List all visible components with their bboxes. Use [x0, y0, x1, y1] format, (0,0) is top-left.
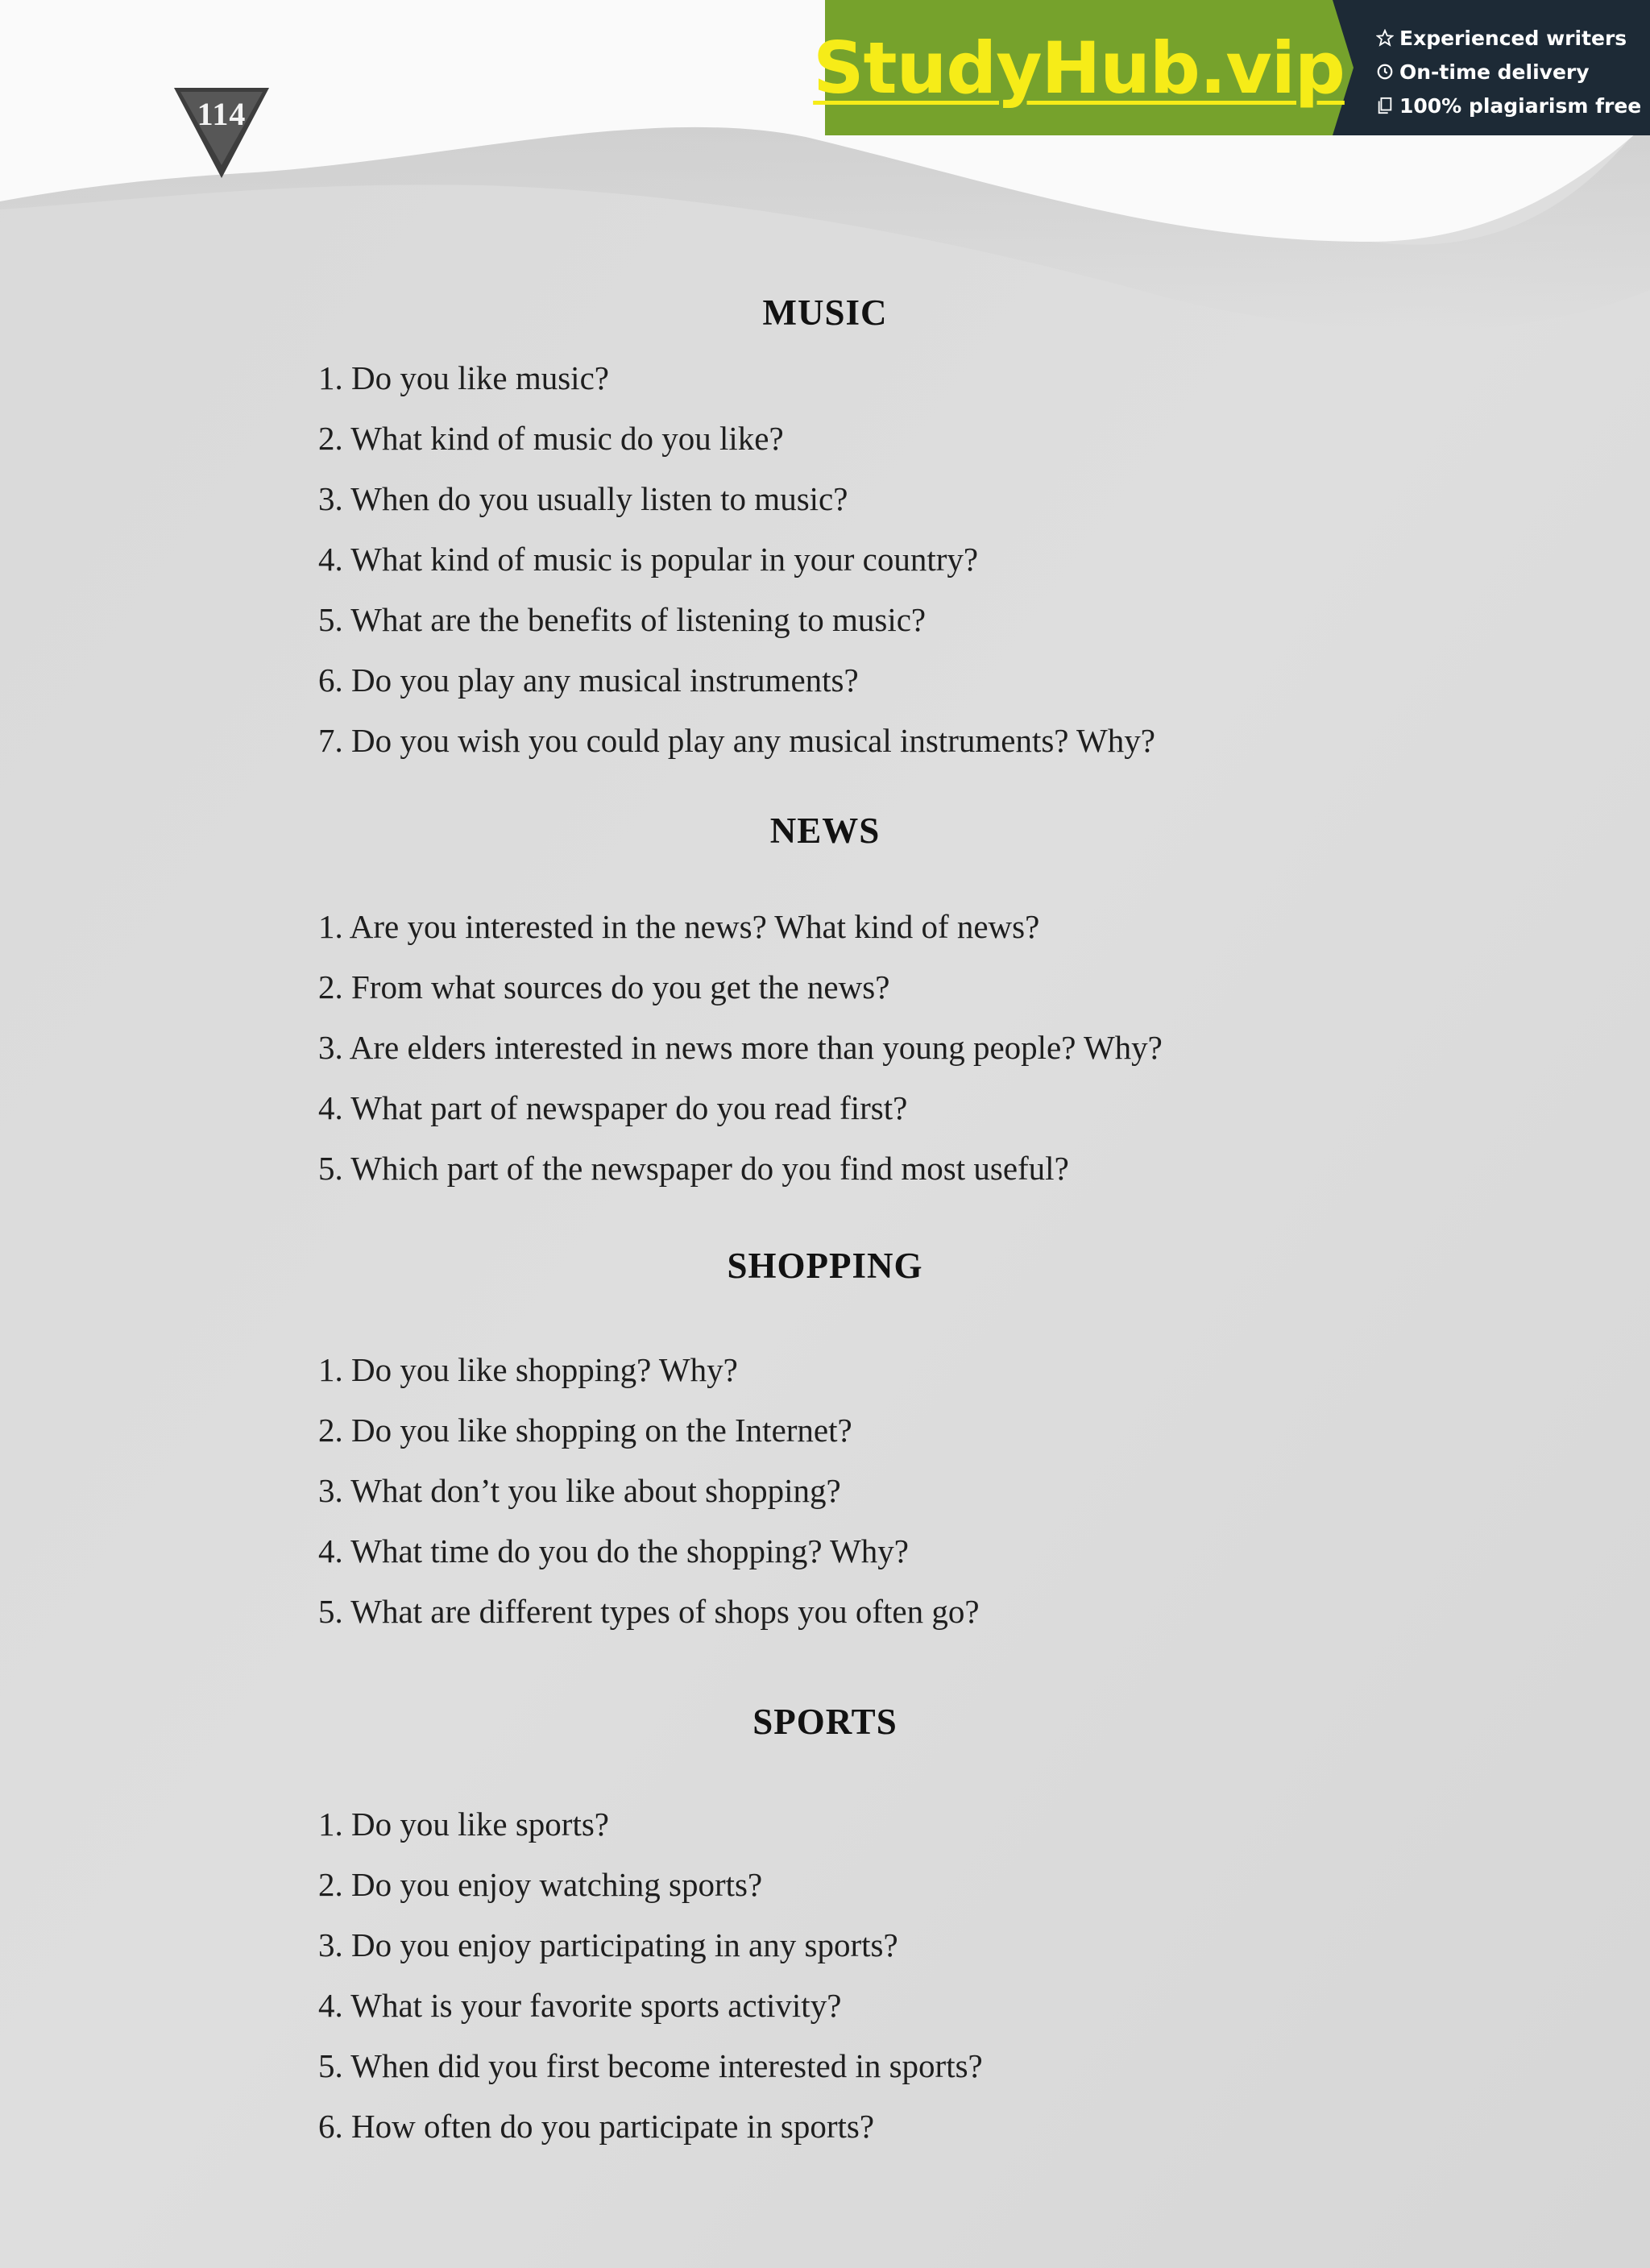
question-list-music: [318, 348, 1155, 771]
list-item: 4. What kind of music is popular in your country?: [318, 541, 979, 578]
section-title-shopping: SHOPPING: [727, 1246, 923, 1286]
feature-on-time-delivery: [1376, 55, 1650, 89]
document-icon: [1376, 97, 1394, 114]
list-item: 4. What time do you do the shopping? Why?: [318, 1532, 909, 1569]
star-icon: [1376, 29, 1394, 47]
section-title-sports: SPORTS: [752, 1702, 898, 1742]
list-item: 4. What part of newspaper do you read first?: [318, 1089, 908, 1126]
list-item: 2. What kind of music do you like?: [318, 420, 784, 457]
feature-experienced-writers: [1376, 21, 1650, 55]
question-list-sports: [318, 1794, 983, 2157]
section-title-news: NEWS: [769, 811, 881, 851]
section-title-music: MUSIC: [762, 292, 888, 333]
list-item: 3. Are elders interested in news more than young people? Why?: [318, 1029, 1163, 1066]
list-item: 3. Do you enjoy participating in any sports?: [318, 1926, 898, 1963]
banner-feature-list: [1376, 21, 1650, 122]
list-item: 1. Do you like sports?: [318, 1806, 609, 1843]
list-item: 4. What is your favorite sports activity?: [318, 1987, 842, 2024]
list-item: 2. Do you enjoy watching sports?: [318, 1866, 763, 1903]
list-item: 2. From what sources do you get the news?: [318, 968, 890, 1005]
list-item: 6. Do you play any musical instruments?: [318, 661, 859, 699]
list-item: 5. What are different types of shops you often go?: [318, 1593, 980, 1630]
list-item: 3. When do you usually listen to music?: [318, 480, 848, 517]
page-number: 114: [197, 96, 247, 132]
list-item: 7. Do you wish you could play any musical instruments? Why?: [318, 722, 1155, 759]
feature-label: 100% plagiarism free: [1399, 93, 1642, 118]
feature-label: On-time delivery: [1399, 60, 1590, 84]
list-item: 5. When did you first become interested in sports?: [318, 2047, 983, 2084]
list-item: 5. What are the benefits of listening to music?: [318, 601, 927, 638]
list-item: 5. Which part of the newspaper do you find most useful?: [318, 1150, 1069, 1187]
list-item: 6. How often do you participate in sports?: [318, 2108, 875, 2145]
list-item: 1. Do you like music?: [318, 359, 609, 396]
feature-plagiarism-free: [1376, 89, 1650, 122]
list-item: 3. What don’t you like about shopping?: [318, 1472, 841, 1509]
list-item: 1. Are you interested in the news? What kind of news?: [318, 908, 1040, 945]
list-item: 2. Do you like shopping on the Internet?: [318, 1412, 852, 1449]
question-list-news: [318, 897, 1163, 1199]
feature-label: Experienced writers: [1399, 26, 1627, 50]
question-list-shopping: [318, 1340, 980, 1642]
list-item: 1. Do you like shopping? Why?: [318, 1351, 738, 1388]
clock-icon: [1376, 63, 1394, 81]
studyhub-brand-link[interactable]: StudyHub.vip: [813, 26, 1345, 110]
